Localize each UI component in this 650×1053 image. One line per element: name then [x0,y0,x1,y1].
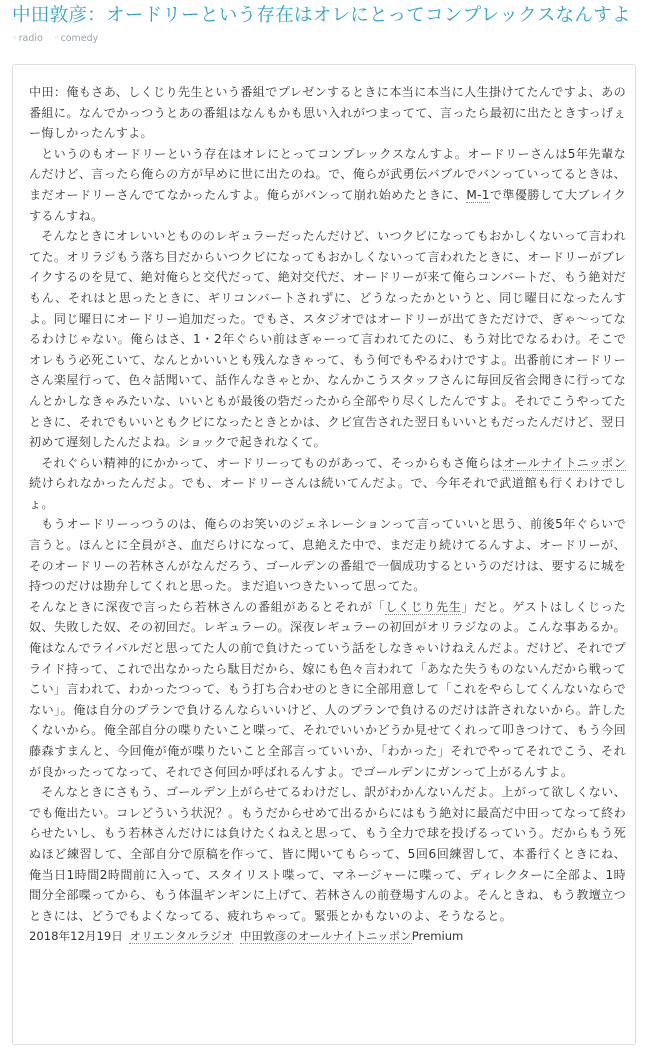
paragraph-6 [29,597,626,782]
tag-label: radio [18,33,43,44]
tag-comedy[interactable] [54,33,98,44]
tag-list [12,32,106,46]
paragraph-5 [29,514,626,596]
paragraph-text: で準優勝して大ブレイクするんすね。 [29,187,626,223]
paragraph-text: そんなときにさもう、ゴールデン上がらせてるわけだし、訳がわかんないんだよ。上がって欲しくない、でも俺出たい。コレどういう状況？。もうだからせめて出るからにはもう絶対に最高だ中田ってなって終わらせたいし、もう若林さんだけには負けたくねえと思って、もう全力で球を投げるっていう。だからもう死ぬほど練習して、全部自分で原稿を作って、皆に聞いてもらって、5回6回練習して、本番行くときにね、俺当日1時間2時間前に入って、スタイリスト喋って、マネージャーに喋って、ディレクターに全部よ、1時間分全部喋ってから、もう体温ギンギンに上げて、若林さんの前登場すんのよ。そんときね、もう教壇立つときには、どうでもよくなってる、疲れちゃって。緊張とかもないのよ、そうなると。 [29,785,626,923]
tag-dot-icon: ◦ [53,33,60,44]
paragraph-text: そんなときにオレいいともののレギュラーだったんだけど、いつクビになってもおかしくないって言われてた。オリラジもう落ち目だからいつクビになってもおかしくないって言われたときに、オードリーがブレイクするのを見て、絶対俺らと交代だって、絶対交代だ、オードリーが来て俺らコンバートだ、もう絶対だもん、それはと思ったときに、ギリコンバートされずに、どうなったかというと、同じ曜日になったんすよ。同じ曜日にオードリー追加だった。でもさ、スタジオではオードリーが出てきただけで、ぎゃ〜ってなるわけじゃない。俺らはさ、1・2年ぐらい前はぎゃーって言われてたのに、もう対比でなるわけ。そこでオレもう必死こいて、なんとかいいとも残んなきゃって、もう何でもやるわけですよ。出番前にオードリーさん楽屋行って、色々話聞いて、話作んなきゃとか、なんかこうスタッフさんに毎回反省会聞きに行ってなんとかしなきゃみたいな、いいともが最後の砦だったから全部やり尽くしたんですよ。それでこうやってたときに、それでもいいともクビになったときとかは、クビ宣告された翌日もいいともだったんだけど、翌日初めて遅刻したんだよね。ショックで起きれなくて。 [29,229,626,450]
post-title[interactable]: 中田敦彦：オードリーという存在はオレにとってコンプレックスなんすよ [12,5,631,26]
paragraph-text: というのもオードリーという存在はオレにとってコンプレックスなんすよ。オードリーさんは5年先輩なんだけど、言ったら俺らの方が早めに世に出たのね。で、俺らが武勇伝バブルでバンっていってるときは、まだオードリーさんでてなかったんすよ。俺らがバンって崩れ始めたときに、 [29,146,626,202]
paragraph-1 [29,82,626,144]
paragraph-3 [29,226,626,453]
paragraph-text: 中田：俺もさあ、しくじり先生という番組でプレゼンするときに本当に本当に人生掛けてたんですよ、あの番組に。なんでかっつうとあの番組はなんもかも思い入れがつまってて、言ったら最初に出たときすっげぇー悔しかったんすよ。 [29,85,626,141]
paragraph-text: 続けられなかったんだよ。でも、オードリーさんは続いてんだよ。で、今年それで武道館も行くわけでしょ。 [29,476,626,511]
paragraph-text: 」だと。ゲストはしくじった奴、失敗した奴、その初回だ。レギュラーの。深夜レギュラーの初回がオリラジなのよ。こんな事あるか。俺はなんでライバルだと思ってた人の前で負けたっていう話をしなきゃいけねえんだよ。だけど、それでプライド持って、これで出なかったら駄目だから、嫁にも色々言われて「あなた失うものないんだから戦ってこい」言われて、わかったつって、もう打ち合わせのときに全部用意して「これをやらしてくんないならでない」。俺は自分のプランで負けるんならいいけど、人のプランで負けるのだけは許されないから。許したくないから。俺全部自分の喋りたいこと喋って、それでいいかどうか見せてくれって叩きつけて、もう今回藤森すまんと、今回俺が俺が喋りたいこと全部言っていいか、「わかった」それでやってそれでこう、それが良かったってなって、それでさ何回か呼ばれるんすよ。でゴールデンにガンって上がるんすよ。 [29,599,627,779]
link-shikujiri-sensei[interactable]: しくじり先生 [385,599,462,614]
post-meta [29,926,626,946]
tag-dot-icon: ◦ [12,33,18,44]
link-oriental-radio[interactable]: オリエンタルラジオ [129,929,234,944]
tag-radio[interactable] [12,33,43,44]
paragraph-7 [29,782,626,926]
paragraph-text: それぐらい精神的にかかって、オードリーってものがあって、そっからもさ俺らは [41,455,504,470]
post-date: 2018年12月19日 [29,929,123,944]
paragraph-text: もうオードリーっつうのは、俺らのお笑いのジェネレーションって言っていいと思う、前後5年ぐらいで言うと。ほんとに全員がさ、血だらけになって、息絶えた中で、まだ走り続けてるんすよ、オードリーが、そのオードリーの若林さんがなんだろう、ゴールデンの番組で一個成功するというのだけは、要するに城を持つのだけは勘弁してくれと思った。まだ追いつきたいって思ってた。 [29,517,626,594]
link-allnightnippon[interactable]: オールナイトニッポン [503,455,626,470]
post-body [29,82,626,946]
paragraph-4 [29,453,626,515]
post-body-card [12,64,636,1045]
program-suffix: Premium [411,929,464,944]
link-program[interactable]: 中田敦彦のオールナイトニッポン [239,929,412,944]
tag-label: comedy [60,33,99,44]
link-m1[interactable]: M-1 [466,187,490,202]
paragraph-2 [29,144,626,226]
paragraph-text: そんなときに深夜で言ったら若林さんの番組があるとそれが「 [29,599,386,614]
